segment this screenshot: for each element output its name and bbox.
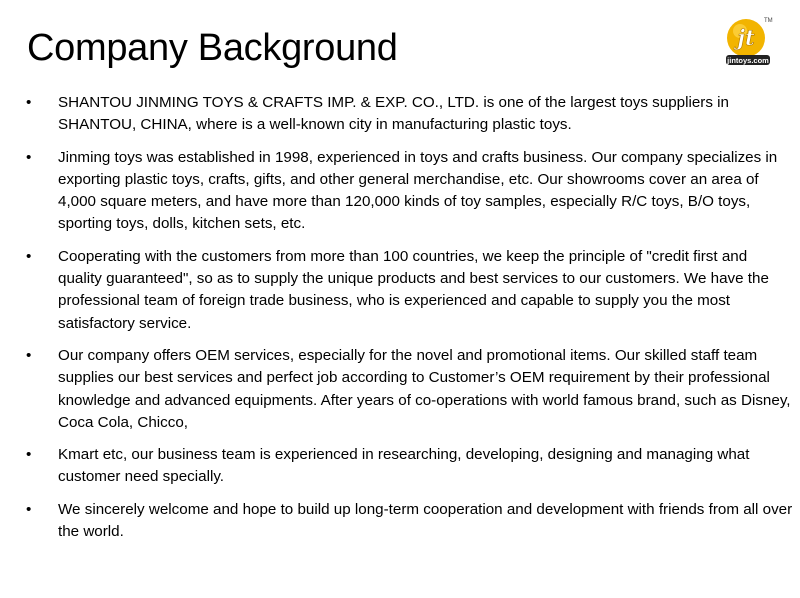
bullet-dot-icon: •	[26, 247, 32, 265]
bullet-list	[22, 92, 794, 553]
bullet-item	[22, 147, 794, 236]
bullet-item	[22, 499, 794, 544]
bullet-item	[22, 246, 794, 335]
bullet-text: Kmart etc, our business team is experienced in researching, developing, designing and managing what customer need specially.	[58, 446, 750, 486]
bullet-text: Our company offers OEM services, especially for the novel and promotional items. Our skilled staff team supplies our best services and perfect job according to Customer’s OEM requirement by their professional knowledge and advanced equipments. After years of co-operations with world famous brand, such as Disney, Coca Cola, Chicco,	[58, 346, 791, 431]
bullet-dot-icon: •	[26, 94, 32, 111]
bullet-text: Jinming toys was established in 1998, experienced in toys and crafts business. Our company specializes in exporting plastic toys, crafts, gifts, and other general merchandise, etc. Our showrooms cover an area of 4,000 square meters, and have more than 120,000 kinds of toy samples, especially R/C toys, B/O toys, sporting toys, dolls, kitchen sets, etc.	[58, 148, 778, 233]
bullet-dot-icon: •	[26, 346, 32, 364]
bullet-text: Cooperating with the customers from more than 100 countries, we keep the principle of "credit first and quality guaranteed", so as to supply the unique products and best services to our customers. We have the professional team of foreign trade business, who is experienced and capable to supply you the most satisfactory service.	[58, 247, 769, 332]
bullet-item	[22, 444, 794, 489]
bullet-item	[22, 345, 794, 434]
logo-mark: jt	[737, 25, 755, 50]
bullet-text: We sincerely welcome and hope to build up long-term cooperation and development with friends from all over the world.	[58, 500, 793, 541]
jintoys-logo	[716, 14, 780, 70]
logo-site: jintoys.com	[727, 56, 769, 65]
bullet-dot-icon: •	[26, 500, 32, 518]
bullet-dot-icon: •	[26, 148, 32, 166]
bullet-dot-icon: •	[26, 446, 32, 464]
slide-title: Company Background	[27, 27, 398, 69]
bullet-text: SHANTOU JINMING TOYS & CRAFTS IMP. & EXP. CO., LTD. is one of the largest toys suppliers in SHANTOU, CHINA, where is a well-known city in manufacturing plastic toys.	[58, 94, 729, 134]
logo-trademark: TM	[764, 18, 773, 24]
bullet-item	[22, 92, 794, 137]
